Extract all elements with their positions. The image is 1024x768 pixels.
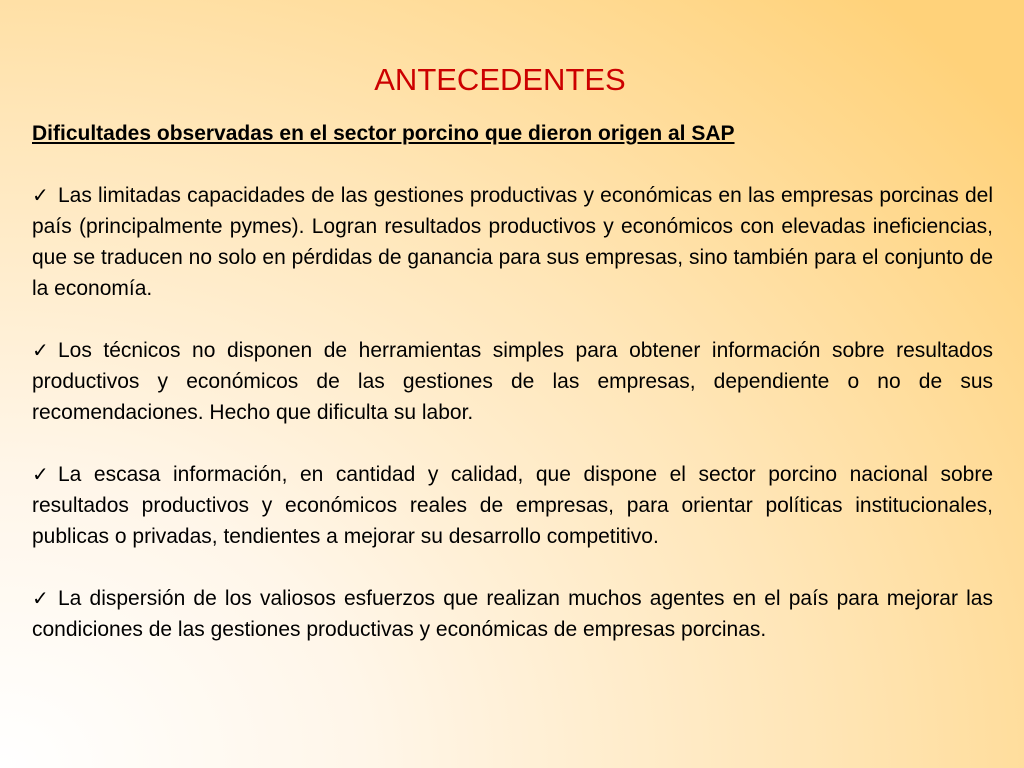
slide-content (32, 118, 993, 676)
bullet-text: Los técnicos no disponen de herramientas simples para obtener información sobre resultados productivos y económicos de las gestiones de las empresas, dependiente o no de sus recomendaciones. Hecho que dificulta su labor. (32, 339, 993, 424)
bullet-text: La dispersión de los valiosos esfuerzos que realizan muchos agentes en el país para mejorar las condiciones de las gestiones productivas y económicas de empresas porcinas. (32, 587, 993, 641)
bullet-point (32, 583, 993, 645)
bullet-point (32, 180, 993, 304)
slide-title: ANTECEDENTES (374, 62, 626, 97)
bullet-text: Las limitadas capacidades de las gestiones productivas y económicas en las empresas porcinas del país (principalmente pymes). Logran resultados productivos y económicos con elevadas ineficiencias, que se traducen no solo en pérdidas de ganancia para sus empresas, sino también para el conjunto de la economía. (32, 184, 993, 300)
bullet-text: La escasa información, en cantidad y calidad, que dispone el sector porcino nacional sobre resultados productivos y económicos reales de empresas, para orientar políticas institucionales, publicas o privadas, tendientes a mejorar su desarrollo competitivo. (32, 463, 993, 548)
bullet-point (32, 459, 993, 552)
check-icon: ✓ (32, 462, 49, 486)
check-icon: ✓ (32, 183, 49, 207)
slide-subtitle: Dificultades observadas en el sector porcino que dieron origen al SAP (32, 122, 735, 145)
check-icon: ✓ (32, 338, 49, 362)
check-icon: ✓ (32, 586, 49, 610)
bullet-point (32, 335, 993, 428)
